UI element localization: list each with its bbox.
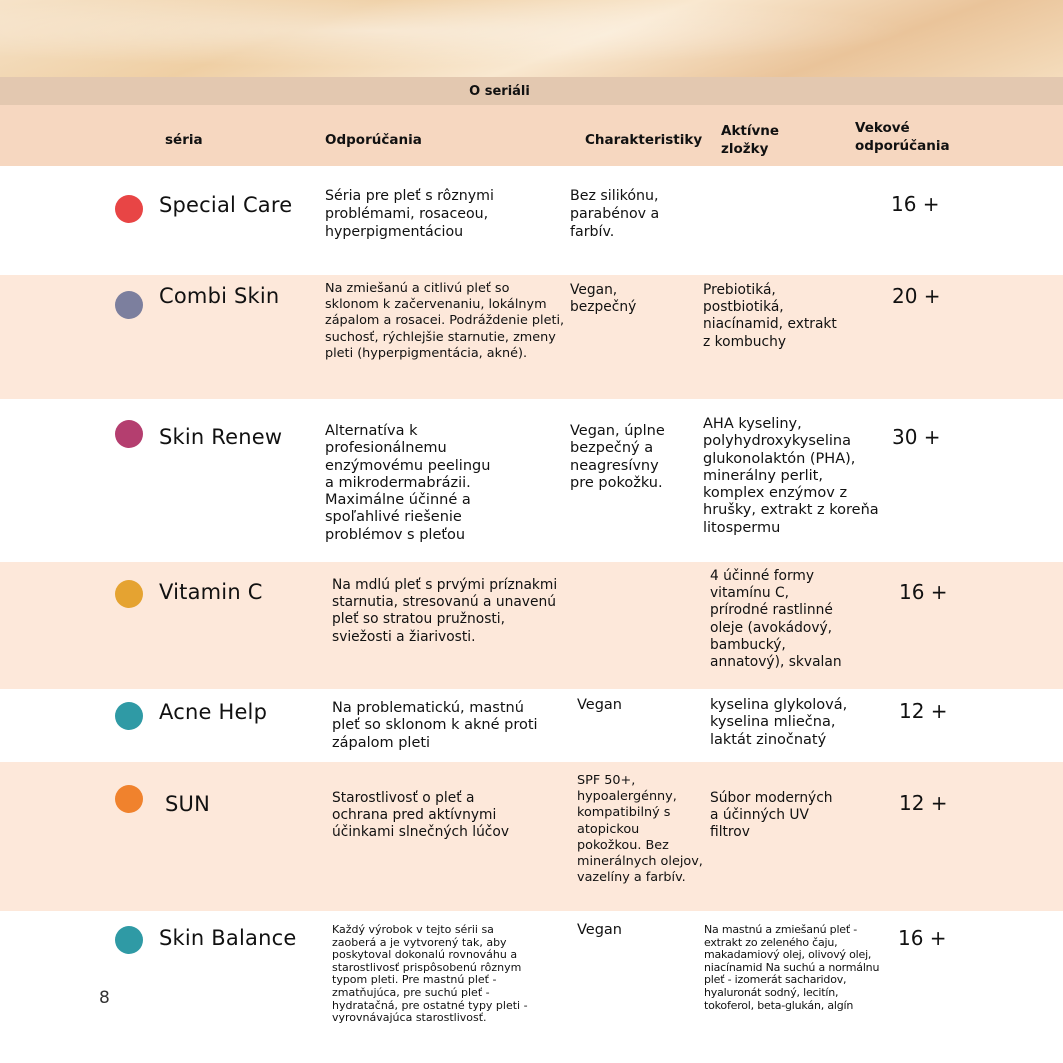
series-color-dot <box>115 420 143 448</box>
recommendation-text: Starostlivosť o pleť a ochrana pred aktívnymi účinkami slnečných lúčov <box>332 790 510 841</box>
series-name: Combi Skin <box>159 284 280 308</box>
table-row-skin-renew <box>0 399 1063 562</box>
recommendation-text: Alternatíva k profesionálnemu enzýmovému peelingu a mikrodermabrázii. Maximálne účinné a spoľahlivé riešenie problémov s pleťou <box>325 423 491 543</box>
active-ingredients-text: Prebiotiká, postbiotiká, niacínamid, extrakt z kombuchy <box>703 282 837 350</box>
recommendation-text: Na problematickú, mastnú pleť so sklonom k akné proti zápalom pleti <box>332 700 538 751</box>
series-name: Skin Balance <box>159 926 297 950</box>
characteristics-text: Vegan, úplne bezpečný a neagresívny pre pokožku. <box>570 423 665 491</box>
series-name: Vitamin C <box>159 580 263 604</box>
recommendation-text: Každý výrobok v tejto sérii sa zaoberá a je vytvorený tak, aby poskytoval dokonalú rovnováhu a starostlivosť prispôsobenú rôznym typom pleti. Pre mastnú pleť - zmatňujúca, pre suchú pleť - hydratačná, pre ostatné typy pleti - vyrovnávajúca starostlivosť. <box>332 923 528 1025</box>
recommendation-text: Na mdlú pleť s prvými príznakmi starnutia, stresovanú a unavenú pleť so stratou pružnosti, sviežosti a žiarivosti. <box>332 577 558 645</box>
table-row-sun <box>0 762 1063 911</box>
series-name: SUN <box>165 792 211 816</box>
characteristics-text: SPF 50+, hypoalergénny, kompatibilný s atopickou pokožkou. Bez minerálnych olejov, vazelíny a farbív. <box>577 773 703 886</box>
age-recommendation: 30 + <box>892 425 941 449</box>
age-recommendation: 16 + <box>899 580 948 604</box>
series-color-dot <box>115 785 143 813</box>
table-header <box>0 105 1063 166</box>
series-color-dot <box>115 926 143 954</box>
age-recommendation: 16 + <box>891 192 940 216</box>
table-row-skin-balance <box>0 911 1063 1063</box>
characteristics-text: Vegan, bezpečný <box>570 282 637 316</box>
section-title-bar <box>0 77 1063 105</box>
header-active: Aktívne zložky <box>721 123 780 157</box>
series-color-dot <box>115 702 143 730</box>
series-name: Acne Help <box>159 700 268 724</box>
table-row-vitamin-c <box>0 562 1063 689</box>
series-color-dot <box>115 580 143 608</box>
series-color-dot <box>115 195 143 223</box>
age-recommendation: 12 + <box>899 699 948 723</box>
header-recommendation: Odporúčania <box>325 132 422 148</box>
section-title: O seriáli <box>469 83 530 99</box>
series-color-dot <box>115 291 143 319</box>
age-recommendation: 20 + <box>892 284 941 308</box>
table-row-combi-skin <box>0 275 1063 399</box>
header-age: Vekové odporúčania <box>855 120 950 154</box>
recommendation-text: Na zmiešanú a citlivú pleť so sklonom k začervenaniu, lokálnym zápalom a rosacei. Podráždenie pleti, suchosť, rýchlejšie starnutie, zmeny pleti (hyperpigmentácia, akné). <box>325 281 565 361</box>
recommendation-text: Séria pre pleť s rôznymi problémami, rosaceou, hyperpigmentáciou <box>325 188 494 240</box>
series-name: Special Care <box>159 193 293 217</box>
active-ingredients-text: Na mastnú a zmiešanú pleť - extrakt zo zeleného čaju, makadamiový olej, olivový olej, niacínamid Na suchú a normálnu pleť - izomerát sacharidov, hyaluronát sodný, lecitín, tokoferol, beta-glukán, algín <box>704 923 880 1012</box>
header-series: séria <box>165 132 203 148</box>
active-ingredients-text: 4 účinné formy vitamínu C, prírodné rastlinné oleje (avokádový, bambucký, annatový), skvalan <box>710 568 842 671</box>
active-ingredients-text: kyselina glykolová, kyselina mliečna, laktát zinočnatý <box>710 697 848 748</box>
characteristics-text: Bez silikónu, parabénov a farbív. <box>570 188 660 240</box>
age-recommendation: 12 + <box>899 791 948 815</box>
age-recommendation: 16 + <box>898 926 947 950</box>
header-characteristics: Charakteristiky <box>585 132 703 148</box>
table-row-acne-help <box>0 689 1063 762</box>
page-number: 8 <box>99 988 110 1008</box>
characteristics-text: Vegan <box>577 697 622 713</box>
series-name: Skin Renew <box>159 425 283 449</box>
characteristics-text: Vegan <box>577 922 622 938</box>
active-ingredients-text: AHA kyseliny, polyhydroxykyselina glukonolaktón (PHA), minerálny perlit, komplex enzýmov z hrušky, extrakt z koreňa litospermu <box>703 416 879 536</box>
table-row-special-care <box>0 166 1063 275</box>
header-banner-image <box>0 0 1063 77</box>
active-ingredients-text: Súbor moderných a účinných UV filtrov <box>710 790 833 841</box>
